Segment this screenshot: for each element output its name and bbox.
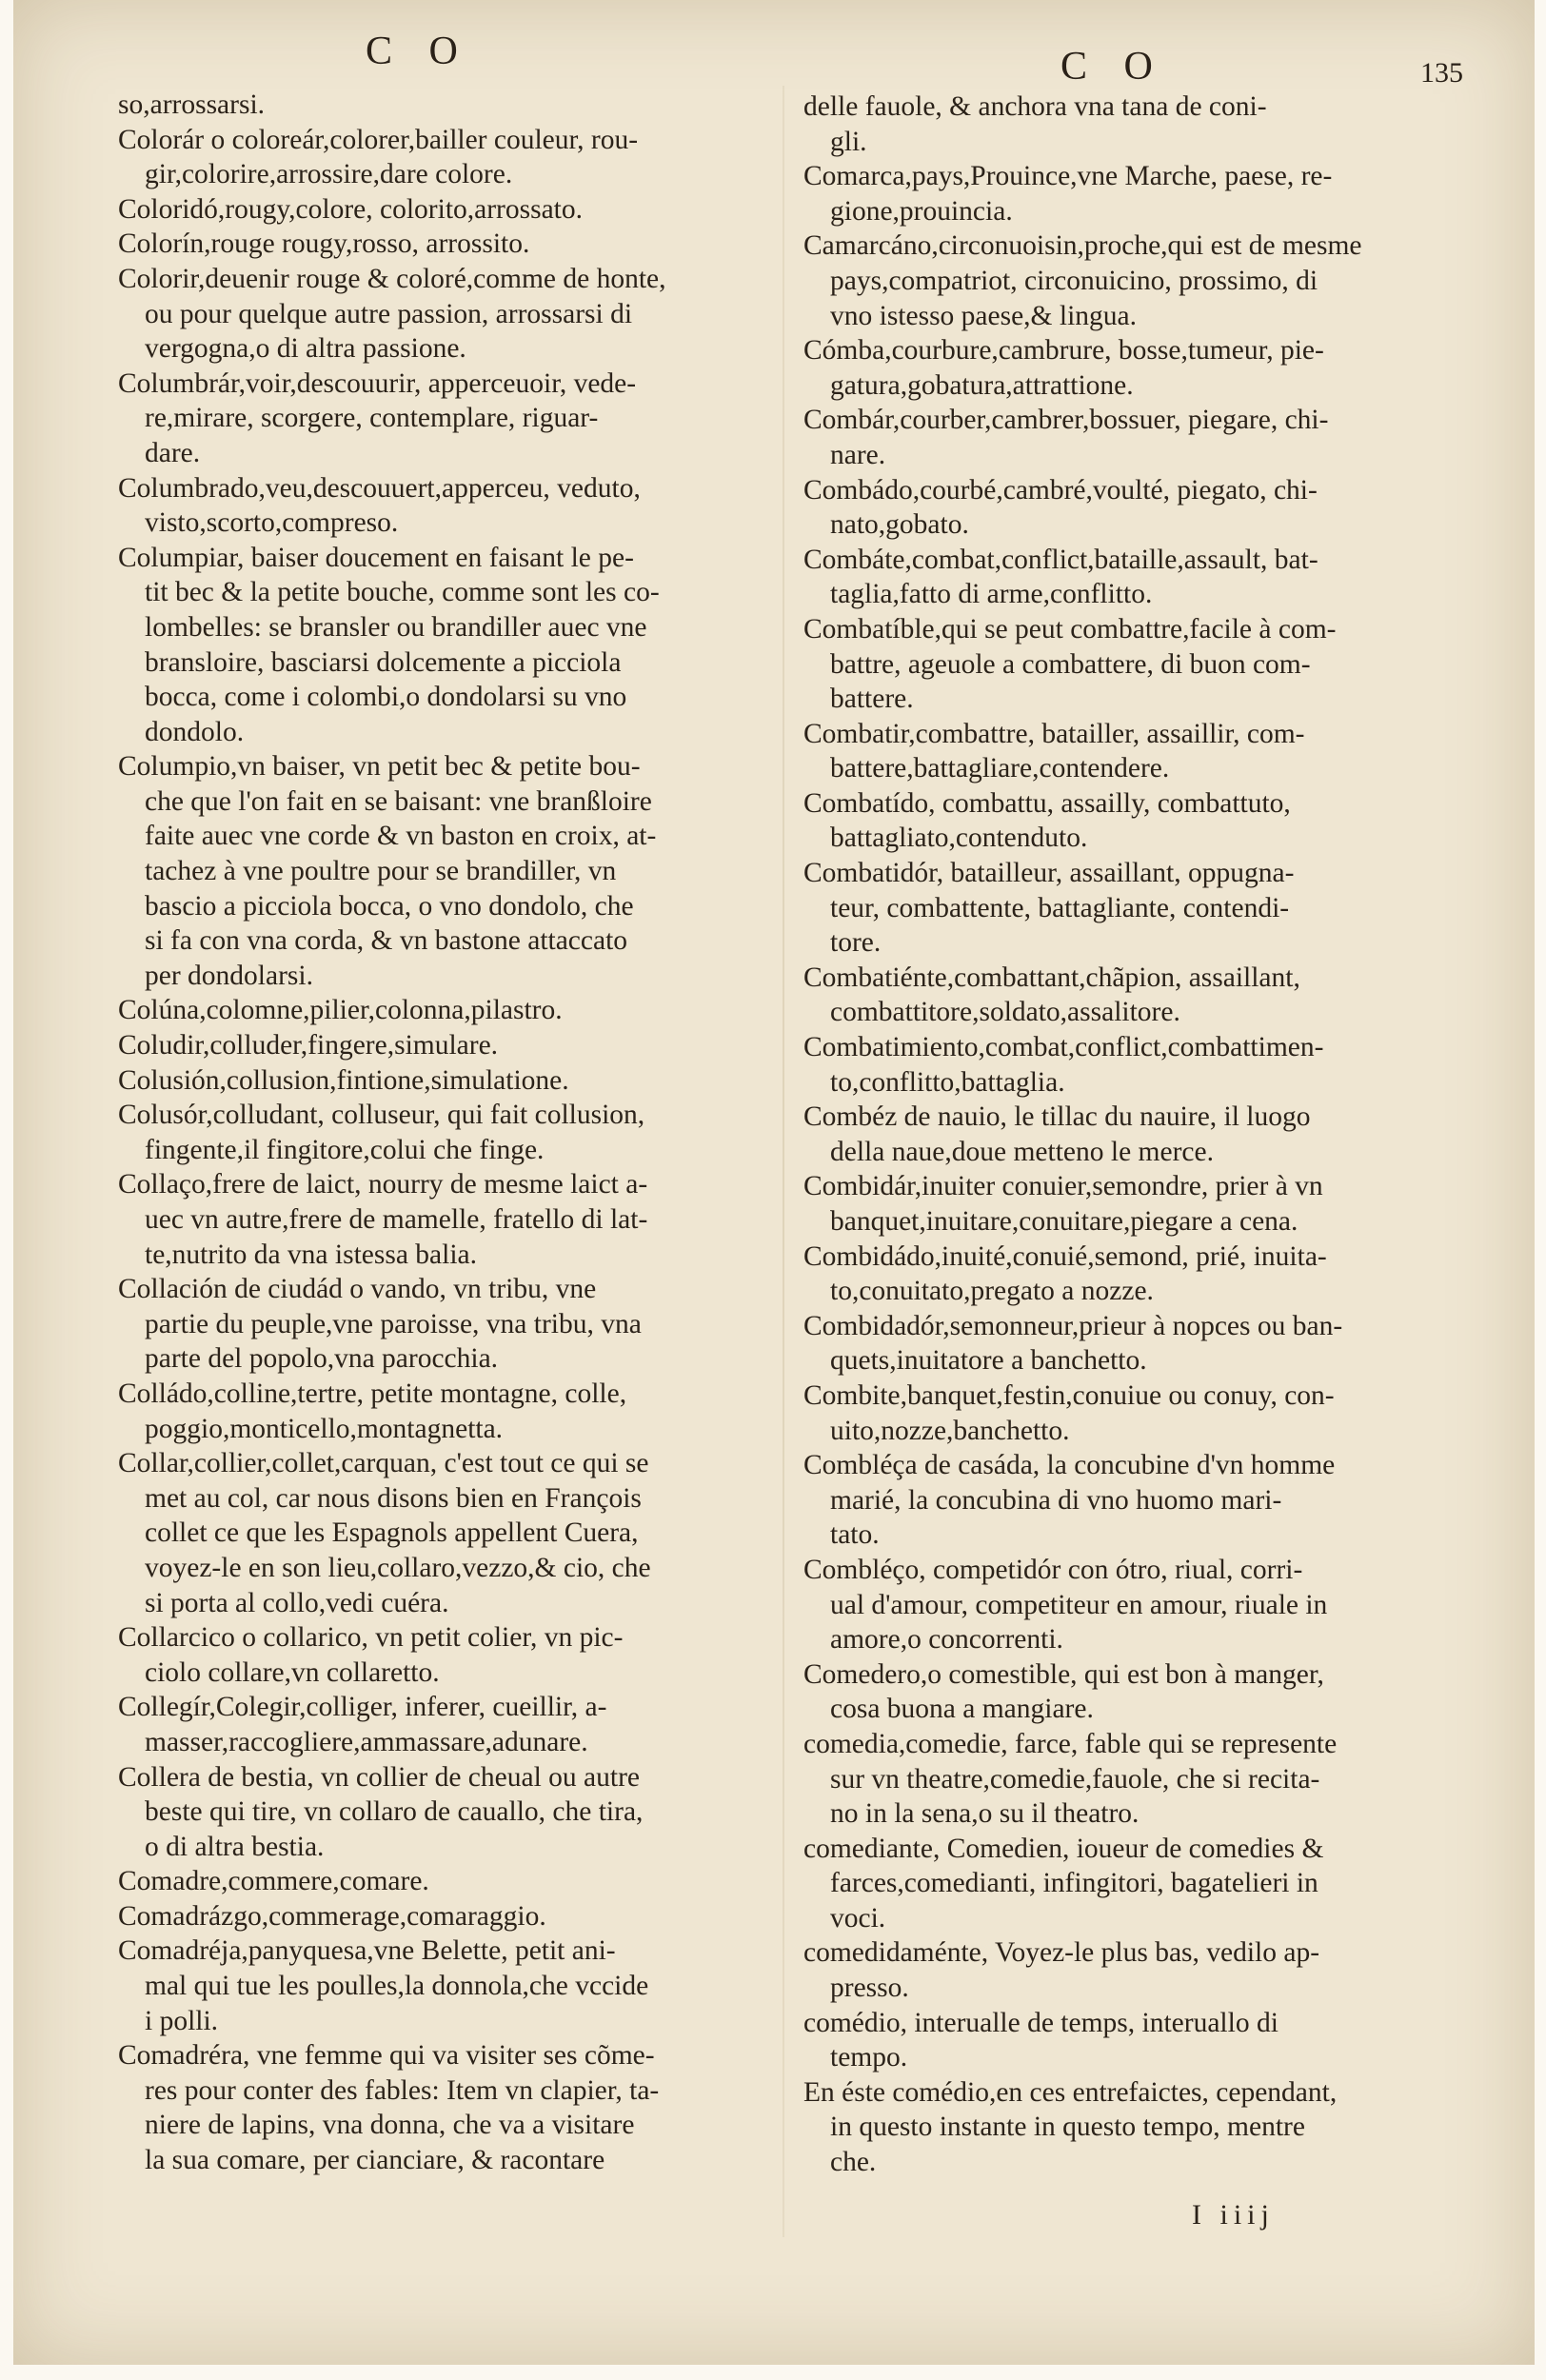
entry-headline: comediante, Comedien, ioueur de comedies & bbox=[803, 1833, 1324, 1864]
entry-continuation: tit bec & la petite bouche, comme sont les co- bbox=[145, 577, 660, 608]
entry-continuation: per dondolarsi. bbox=[145, 960, 313, 991]
entry-headline: so,arrossarsi. bbox=[118, 89, 266, 120]
entry-continuation: ual d'amour, competiteur en amour, riuale in bbox=[830, 1589, 1328, 1620]
entry-continuation: combattitore,soldato,assalitore. bbox=[830, 997, 1180, 1028]
entry-headline: Colusión,collusion,fintione,simulatione. bbox=[118, 1064, 569, 1096]
dictionary-entry bbox=[803, 2075, 1470, 2180]
entry-continuation: voci. bbox=[830, 1902, 886, 1934]
entry-headline: Combléço, competidór con ótro, riual, corri- bbox=[803, 1554, 1303, 1585]
dictionary-entry bbox=[118, 1620, 803, 1690]
entry-continuation: mal qui tue les poulles,la donnola,che vccide bbox=[145, 1971, 649, 2002]
entry-continuation: fingente,il fingitore,colui che finge. bbox=[145, 1134, 545, 1165]
entry-continuation: res pour conter des fables: Item vn clapier, ta- bbox=[145, 2074, 660, 2106]
dictionary-entry bbox=[803, 1448, 1470, 1553]
entry-headline: Columpiar, baiser doucement en faisant le pe- bbox=[118, 542, 634, 573]
entry-continuation: poggio,monticello,montagnetta. bbox=[145, 1413, 504, 1444]
entry-headline: Combádo,courbé,cambré,voulté, piegato, chi- bbox=[803, 474, 1318, 506]
dictionary-entry bbox=[803, 717, 1470, 786]
dictionary-entry bbox=[118, 1934, 803, 2038]
entry-continuation: battere. bbox=[830, 684, 914, 715]
entry-headline: Colúna,colomne,pilier,colonna,pilastro. bbox=[118, 995, 563, 1026]
entry-continuation: nare. bbox=[830, 439, 886, 470]
entry-continuation: o di altra bestia. bbox=[145, 1831, 325, 1862]
entry-continuation: taglia,fatto di arme,conflitto. bbox=[830, 579, 1153, 610]
dictionary-entry bbox=[803, 1832, 1470, 1936]
entry-continuation: tato. bbox=[830, 1519, 880, 1551]
left-column bbox=[118, 88, 803, 2178]
dictionary-entry bbox=[803, 1657, 1470, 1727]
entry-headline: Colládo,colline,tertre, petite montagne, colle, bbox=[118, 1378, 627, 1409]
dictionary-entry bbox=[803, 1378, 1470, 1448]
entry-continuation: dare. bbox=[145, 437, 201, 468]
entry-headline: Combidádo,inuité,conuié,semond, prié, inuita- bbox=[803, 1240, 1327, 1272]
dictionary-entry bbox=[118, 1690, 803, 1759]
entry-headline: Combidadór,semonneur,prieur à nopces ou ban- bbox=[803, 1310, 1343, 1341]
entry-continuation: collet ce que les Espagnols appellent Cuera, bbox=[145, 1517, 639, 1549]
dictionary-entry bbox=[118, 1446, 803, 1620]
entry-headline: Collegír,Colegir,colliger, inferer, cueillir, a- bbox=[118, 1692, 607, 1723]
entry-continuation: si fa con vna corda, & vn bastone attaccato bbox=[145, 925, 628, 957]
entry-continuation: parte del popolo,vna parocchia. bbox=[145, 1343, 499, 1375]
entry-continuation: gli. bbox=[830, 126, 867, 157]
entry-continuation: farces,comedianti, infingitori, bagatelieri in bbox=[830, 1868, 1318, 1899]
entry-continuation: ou pour quelque autre passion, arrossarsi di bbox=[145, 298, 633, 329]
entry-continuation: che que l'on fait en se baisant: vne branßloire bbox=[145, 785, 652, 817]
entry-headline: Coludir,colluder,fingere,simulare. bbox=[118, 1030, 499, 1061]
entry-headline: comédio, interualle de temps, interuallo di bbox=[803, 2007, 1278, 2038]
dictionary-entry bbox=[803, 473, 1470, 543]
entry-continuation: battagliato,contenduto. bbox=[830, 823, 1088, 854]
dictionary-entry bbox=[803, 2006, 1470, 2075]
entry-continuation: sur vn theatre,comedie,fauole, che si recita- bbox=[830, 1763, 1320, 1795]
entry-headline: Combatído, combattu, assailly, combattuto, bbox=[803, 787, 1291, 819]
dictionary-entry bbox=[118, 1864, 803, 1899]
dictionary-entry bbox=[118, 1272, 803, 1377]
entry-headline: Comadréra, vne femme qui va visiter ses cõme- bbox=[118, 2040, 655, 2072]
entry-continuation: beste qui tire, vn collaro de cauallo, che tira, bbox=[145, 1796, 644, 1828]
dictionary-entry bbox=[118, 227, 803, 262]
entry-continuation: gione,prouincia. bbox=[830, 195, 1013, 227]
dictionary-entry bbox=[803, 228, 1470, 333]
dictionary-entry bbox=[118, 1063, 803, 1099]
entry-headline: Comarca,pays,Prouince,vne Marche, paese, re- bbox=[803, 161, 1333, 192]
entry-continuation: cosa buona a mangiare. bbox=[830, 1694, 1094, 1725]
dictionary-entry bbox=[118, 749, 803, 993]
entry-continuation: bascio a picciola bocca, o vno dondolo, che bbox=[145, 890, 634, 922]
dictionary-entry bbox=[803, 856, 1470, 961]
entry-continuation: pays,compatriot, circonuicino, prossimo, di bbox=[830, 265, 1318, 296]
dictionary-entry bbox=[803, 786, 1470, 856]
entry-continuation: la sua comare, per cianciare, & racontare bbox=[145, 2145, 605, 2176]
entry-continuation: uec vn autre,frere de mamelle, fratello di lat- bbox=[145, 1204, 648, 1235]
entry-continuation: teur, combattente, battagliante, contendi- bbox=[830, 892, 1290, 923]
entry-continuation: no in la sena,o su il theatro. bbox=[830, 1798, 1140, 1830]
dictionary-entry bbox=[118, 2038, 803, 2177]
dictionary-entry bbox=[803, 403, 1470, 472]
entry-continuation: che. bbox=[830, 2147, 877, 2178]
entry-continuation: to,conuitato,pregato a nozze. bbox=[830, 1276, 1154, 1307]
entry-headline: Columbrár,voir,descouurir, apperceuoir, vede- bbox=[118, 367, 637, 399]
entry-continuation: re,mirare, scorgere, contemplare, riguar- bbox=[145, 403, 599, 434]
dictionary-entry bbox=[118, 367, 803, 471]
entry-headline: comedia,comedie, farce, fable qui se represente bbox=[803, 1728, 1338, 1759]
dictionary-entry bbox=[803, 1169, 1470, 1239]
entry-continuation: tempo. bbox=[830, 2042, 908, 2073]
entry-headline: Combár,courber,cambrer,bossuer, piegare, chi- bbox=[803, 405, 1329, 436]
entry-continuation: presso. bbox=[830, 1973, 909, 2004]
entry-headline: Combite,banquet,festin,conuiue ou conuy, con- bbox=[803, 1379, 1335, 1411]
entry-continuation: to,conflitto,battaglia. bbox=[830, 1066, 1065, 1098]
entry-headline: Combatiénte,combattant,chãpion, assaillant, bbox=[803, 962, 1300, 993]
right-column bbox=[803, 88, 1470, 2180]
entry-continuation: nato,gobato. bbox=[830, 509, 969, 541]
entry-continuation: tore. bbox=[830, 927, 882, 959]
entry-headline: Collarcico o collarico, vn petit colier, vn pic- bbox=[118, 1622, 624, 1654]
entry-continuation: banquet,inuitare,conuitare,piegare a cena. bbox=[830, 1206, 1298, 1237]
entry-continuation: amore,o concorrenti. bbox=[830, 1624, 1063, 1656]
entry-headline: Combáte,combat,conflict,bataille,assault, bat- bbox=[803, 544, 1318, 575]
dictionary-entry bbox=[803, 1100, 1470, 1169]
entry-continuation: vergogna,o di altra passione. bbox=[145, 333, 466, 365]
dictionary-entry bbox=[118, 1098, 803, 1167]
entry-headline: Colusór,colludant, colluseur, qui fait collusion, bbox=[118, 1100, 645, 1131]
entry-headline: Comedero,o comestible, qui est bon à manger, bbox=[803, 1658, 1324, 1690]
dictionary-entry bbox=[118, 471, 803, 541]
entry-continuation: si porta al collo,vedi cuéra. bbox=[145, 1587, 449, 1618]
entry-headline: Collación de ciudád o vando, vn tribu, vne bbox=[118, 1274, 597, 1305]
dictionary-entry bbox=[803, 1553, 1470, 1657]
entry-continuation: voyez-le en son lieu,collaro,vezzo,& cio, che bbox=[145, 1552, 651, 1583]
entry-continuation: masser,raccogliere,ammassare,adunare. bbox=[145, 1726, 588, 1757]
dictionary-entry bbox=[118, 123, 803, 192]
dictionary-entry bbox=[118, 1377, 803, 1446]
dictionary-entry bbox=[803, 1309, 1470, 1378]
entry-headline: comedidaménte, Voyez-le plus bas, vedilo ap- bbox=[803, 1937, 1320, 1969]
running-head-right: C O bbox=[1060, 45, 1166, 89]
entry-headline: Cómba,courbure,cambrure, bosse,tumeur, pie- bbox=[803, 335, 1324, 367]
entry-headline: Camarcáno,circonuoisin,proche,qui est de mesme bbox=[803, 230, 1362, 262]
dictionary-entry bbox=[118, 1028, 803, 1063]
entry-continuation: partie du peuple,vne paroisse, vna tribu, vna bbox=[145, 1308, 642, 1339]
entry-continuation: della naue,doue metteno le merce. bbox=[830, 1136, 1214, 1167]
entry-headline: Collar,collier,collet,carquan, c'est tout ce qui se bbox=[118, 1448, 649, 1479]
dictionary-entry bbox=[803, 1727, 1470, 1832]
entry-continuation: gir,colorire,arrossire,dare colore. bbox=[145, 159, 513, 190]
entry-headline: Colorín,rouge rougy,rosso, arrossito. bbox=[118, 228, 530, 260]
entry-headline: Combidár,inuiter conuier,semondre, prier à vn bbox=[803, 1171, 1323, 1202]
dictionary-entry bbox=[803, 1240, 1470, 1309]
entry-headline: Columpio,vn baiser, vn petit bec & petite bou- bbox=[118, 751, 641, 783]
dictionary-entry bbox=[803, 89, 1470, 159]
entry-continuation: met au col, car nous disons bien en François bbox=[145, 1482, 642, 1514]
entry-continuation: dondolo. bbox=[145, 716, 245, 747]
dictionary-entry bbox=[118, 192, 803, 228]
entry-continuation: visto,scorto,compreso. bbox=[145, 507, 399, 539]
entry-continuation: bocca, come i colombi,o dondolarsi su vno bbox=[145, 682, 627, 713]
entry-continuation: quets,inuitatore a banchetto. bbox=[830, 1345, 1147, 1377]
entry-headline: Colorár o coloreár,colorer,bailler couleur, rou- bbox=[118, 124, 639, 155]
entry-continuation: battre, ageuole a combattere, di buon com- bbox=[830, 648, 1311, 680]
entry-headline: Columbrado,veu,descouuert,apperceu, veduto, bbox=[118, 472, 641, 504]
entry-headline: Coloridó,rougy,colore, colorito,arrossato. bbox=[118, 193, 584, 225]
entry-continuation: faite auec vne corde & vn baston en croix, at- bbox=[145, 821, 657, 852]
dictionary-entry bbox=[803, 543, 1470, 612]
dictionary-entry bbox=[118, 541, 803, 750]
entry-continuation: niere de lapins, vna donna, che va a visitare bbox=[145, 2110, 635, 2141]
entry-headline: Combatíble,qui se peut combattre,facile à com- bbox=[803, 613, 1337, 645]
entry-headline: Comadre,commere,comare. bbox=[118, 1866, 429, 1897]
dictionary-entry bbox=[803, 1030, 1470, 1100]
dictionary-entry bbox=[803, 333, 1470, 403]
page-number: 135 bbox=[1420, 57, 1463, 89]
dictionary-entry bbox=[118, 1899, 803, 1934]
dictionary-entry bbox=[118, 262, 803, 367]
book-page bbox=[13, 0, 1535, 2365]
entry-continuation: battere,battagliare,contendere. bbox=[830, 753, 1170, 784]
entry-continuation: vno istesso paese,& lingua. bbox=[830, 300, 1137, 331]
dictionary-entry bbox=[803, 159, 1470, 228]
entry-continuation: marié, la concubina di vno huomo mari- bbox=[830, 1484, 1282, 1516]
entry-continuation: uito,nozze,banchetto. bbox=[830, 1415, 1070, 1446]
entry-continuation: in questo instante in questo tempo, mentre bbox=[830, 2112, 1305, 2143]
entry-headline: Comadrázgo,commerage,comaraggio. bbox=[118, 1900, 546, 1932]
entry-headline: En éste comédio,en ces entrefaictes, cependant, bbox=[803, 2076, 1338, 2108]
dictionary-entry bbox=[118, 88, 803, 123]
entry-headline: Combatidór, batailleur, assaillant, oppugna- bbox=[803, 858, 1295, 889]
entry-continuation: ciolo collare,vn collaretto. bbox=[145, 1656, 440, 1688]
dictionary-entry bbox=[118, 1760, 803, 1865]
entry-continuation: lombelles: se bransler ou brandiller auec vne bbox=[145, 611, 647, 643]
entry-continuation: te,nutrito da vna istessa balia. bbox=[145, 1239, 477, 1270]
entry-headline: Colorir,deuenir rouge & coloré,comme de honte, bbox=[118, 263, 666, 294]
dictionary-entry bbox=[803, 1935, 1470, 2005]
entry-headline: delle fauole, & anchora vna tana de coni- bbox=[803, 91, 1267, 122]
dictionary-entry bbox=[803, 961, 1470, 1030]
running-head-left: C O bbox=[366, 30, 471, 73]
entry-headline: Combléça de casáda, la concubine d'vn homme bbox=[803, 1450, 1336, 1481]
dictionary-entry bbox=[803, 612, 1470, 717]
entry-headline: Combatimiento,combat,conflict,combattimen- bbox=[803, 1032, 1324, 1063]
dictionary-entry bbox=[118, 1167, 803, 1272]
entry-continuation: bransloire, basciarsi dolcemente a picciola bbox=[145, 646, 622, 678]
entry-continuation: i polli. bbox=[145, 2005, 219, 2036]
dictionary-entry bbox=[118, 993, 803, 1028]
entry-continuation: gatura,gobatura,attrattione. bbox=[830, 369, 1134, 401]
entry-headline: Collaço,frere de laict, nourry de mesme laict a- bbox=[118, 1169, 648, 1200]
signature-mark: I iiij bbox=[1192, 2199, 1275, 2231]
entry-headline: Collera de bestia, vn collier de cheual ou autre bbox=[118, 1761, 640, 1793]
entry-headline: Combéz de nauio, le tillac du nauire, il luogo bbox=[803, 1101, 1311, 1133]
entry-headline: Combatir,combattre, batailler, assaillir, com- bbox=[803, 718, 1305, 749]
entry-continuation: tachez à vne poultre pour se brandiller, vn bbox=[145, 856, 617, 887]
entry-headline: Comadréja,panyquesa,vne Belette, petit ani- bbox=[118, 1935, 616, 1967]
